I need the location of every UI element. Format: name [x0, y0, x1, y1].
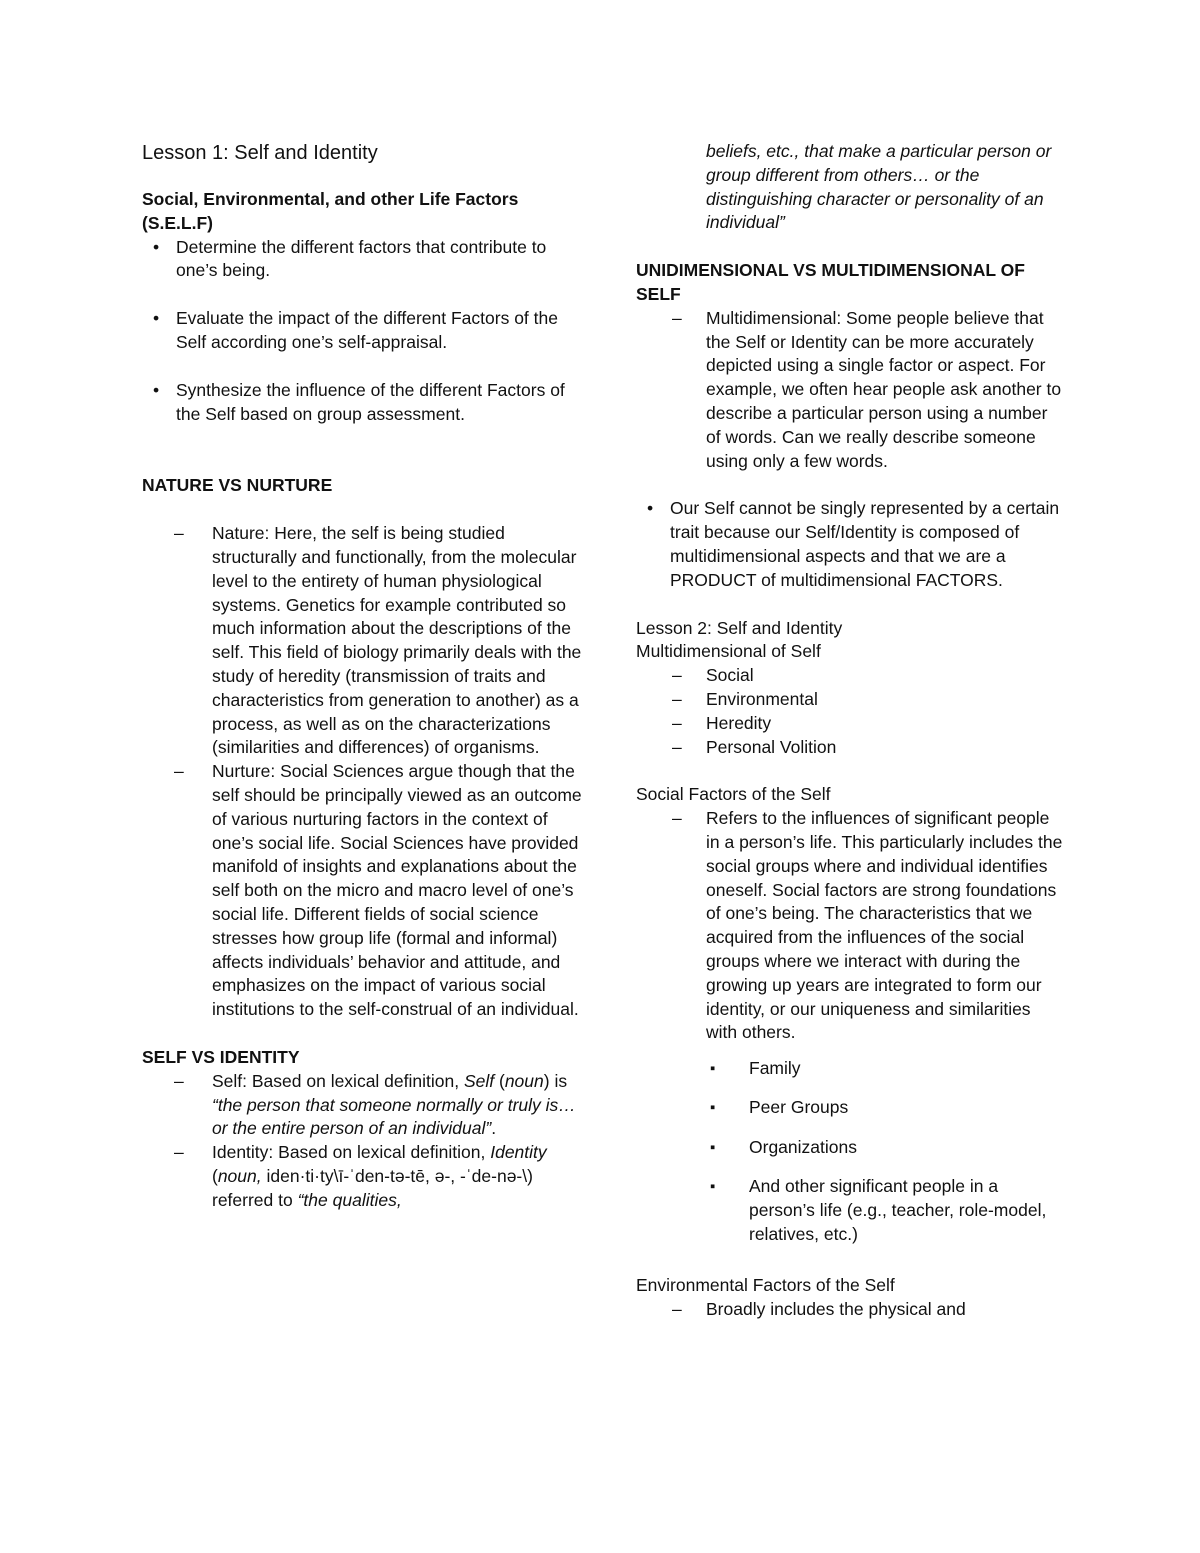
lesson2-list	[636, 664, 1066, 759]
identity-def-paren-open: (	[212, 1165, 218, 1186]
environmental-factors-list	[636, 1298, 1066, 1322]
lesson2-item: – Environmental	[636, 688, 1066, 712]
self-identity-heading: SELF VS IDENTITY	[142, 1046, 300, 1067]
identity-definition-item	[142, 1141, 582, 1212]
objective-item: • Evaluate the impact of the different Factors of the Self according one’s self-appraisal.	[142, 307, 582, 355]
lesson2-item: – Social	[636, 664, 1066, 688]
identity-def-prefix: Identity: Based on lexical definition,	[212, 1142, 491, 1163]
nature-nurture-list	[142, 522, 582, 1022]
objectives-list	[142, 236, 582, 427]
nurture-item: – Nurture: Social Sciences argue though that the self should be principally viewed as an outcome of various nurturing factors in the context of one’s social life. Social Sciences have provided manifold of insights and explanations about the self both on the micro and macro level of one’s social life. Different fields of social science stresses how group life (formal and informal) affects individuals’ behavior and attitude, and emphasizes on the impact of various social institutions to the self-construal of an individual.	[142, 760, 582, 1022]
objective-item: • Synthesize the influence of the different Factors of the Self based on group assessment.	[142, 379, 582, 427]
social-groups-list	[636, 1057, 1066, 1246]
social-factors-heading: Social Factors of the Self	[636, 784, 831, 805]
nature-item: – Nature: Here, the self is being studied structurally and functionally, from the molecular level to the entirety of human physiological systems. Genetics for example contributed so much information about the descriptions of the self. This field of biology primarily deals with the study of heredity (transmission of traits and characteristics from generation to another) as a process, as well as on the characterizations (similarities and differences) of organisms.	[142, 522, 582, 760]
social-group-item: ▪ Organizations	[636, 1136, 1066, 1160]
identity-def-term: Identity	[490, 1142, 547, 1163]
social-group-item: ▪ And other significant people in a person’s life (e.g., teacher, role-model, relatives, etc.)	[636, 1175, 1066, 1246]
social-group-item: ▪ Family	[636, 1057, 1066, 1081]
nature-nurture-heading: NATURE VS NURTURE	[142, 475, 333, 496]
identity-def-pron: iden·ti·ty\ī-ˈden-tə-tē, ə-, -ˈde-nə-\) referred to	[212, 1165, 533, 1210]
social-group-item: ▪ Peer Groups	[636, 1096, 1066, 1120]
self-def-quote: “the person that someone normally or truly is… or the entire person of an individual”	[212, 1094, 576, 1139]
self-def-end: .	[491, 1118, 497, 1139]
lesson2-title: Lesson 2: Self and Identity	[636, 617, 843, 638]
identity-definition-continued: beliefs, etc., that make a particular person or group different from others… or the distinguishing character or personality of an individual”	[706, 141, 1052, 233]
multidimensional-item: – Multidimensional: Some people believe that the Self or Identity can be more accurately depicted using a single factor or aspect. For example, we often hear people ask another to describe a particular person using a number of words. Can we really describe someone using only a few words.	[636, 307, 1066, 474]
environmental-factors-heading: Environmental Factors of the Self	[636, 1274, 895, 1295]
self-def-prefix: Self: Based on lexical definition,	[212, 1070, 464, 1091]
lesson2-item: – Personal Volition	[636, 736, 1066, 760]
lesson-title: Lesson 1: Self and Identity	[142, 142, 378, 164]
lesson2-item: – Heredity	[636, 712, 1066, 736]
self-def-paren-close: ) is	[543, 1070, 568, 1091]
self-def-pos: noun	[504, 1070, 544, 1091]
social-factors-item: – Refers to the influences of significant people in a person’s life. This particularly includes the social groups where and individual identifies oneself. Social factors are strong foundations of one’s being. The characteristics that we acquired from the influences of the social groups where we interact with during the growing up years are integrated to form our identity, or our uniqueness and similarities with others.	[636, 807, 1066, 1045]
identity-def-pos: noun,	[217, 1165, 262, 1186]
self-definition-item	[142, 1070, 582, 1141]
environmental-factors-item: – Broadly includes the physical and	[636, 1298, 1066, 1322]
identity-def-quote: “the qualities,	[297, 1189, 402, 1210]
unidimensional-list	[636, 307, 1066, 474]
self-bullet-item: • Our Self cannot be singly represented by a certain trait because our Self/Identity is composed of multidimensional aspects and that we are a PRODUCT of multidimensional FACTORS.	[636, 497, 1066, 592]
self-bullet-list	[636, 497, 1066, 592]
self-factors-heading: Social, Environmental, and other Life Factors (S.E.L.F)	[142, 189, 519, 233]
social-factors-list	[636, 807, 1066, 1045]
left-column	[142, 140, 582, 1212]
self-def-term: Self	[463, 1070, 495, 1091]
objective-item: • Determine the different factors that contribute to one’s being.	[142, 236, 582, 284]
right-column	[636, 140, 1066, 1321]
lesson2-subtitle: Multidimensional of Self	[636, 641, 821, 662]
self-def-paren-open: (	[494, 1070, 505, 1091]
unidimensional-heading: UNIDIMENSIONAL VS MULTIDIMENSIONAL OF SELF	[636, 260, 1025, 304]
self-identity-list	[142, 1070, 582, 1213]
